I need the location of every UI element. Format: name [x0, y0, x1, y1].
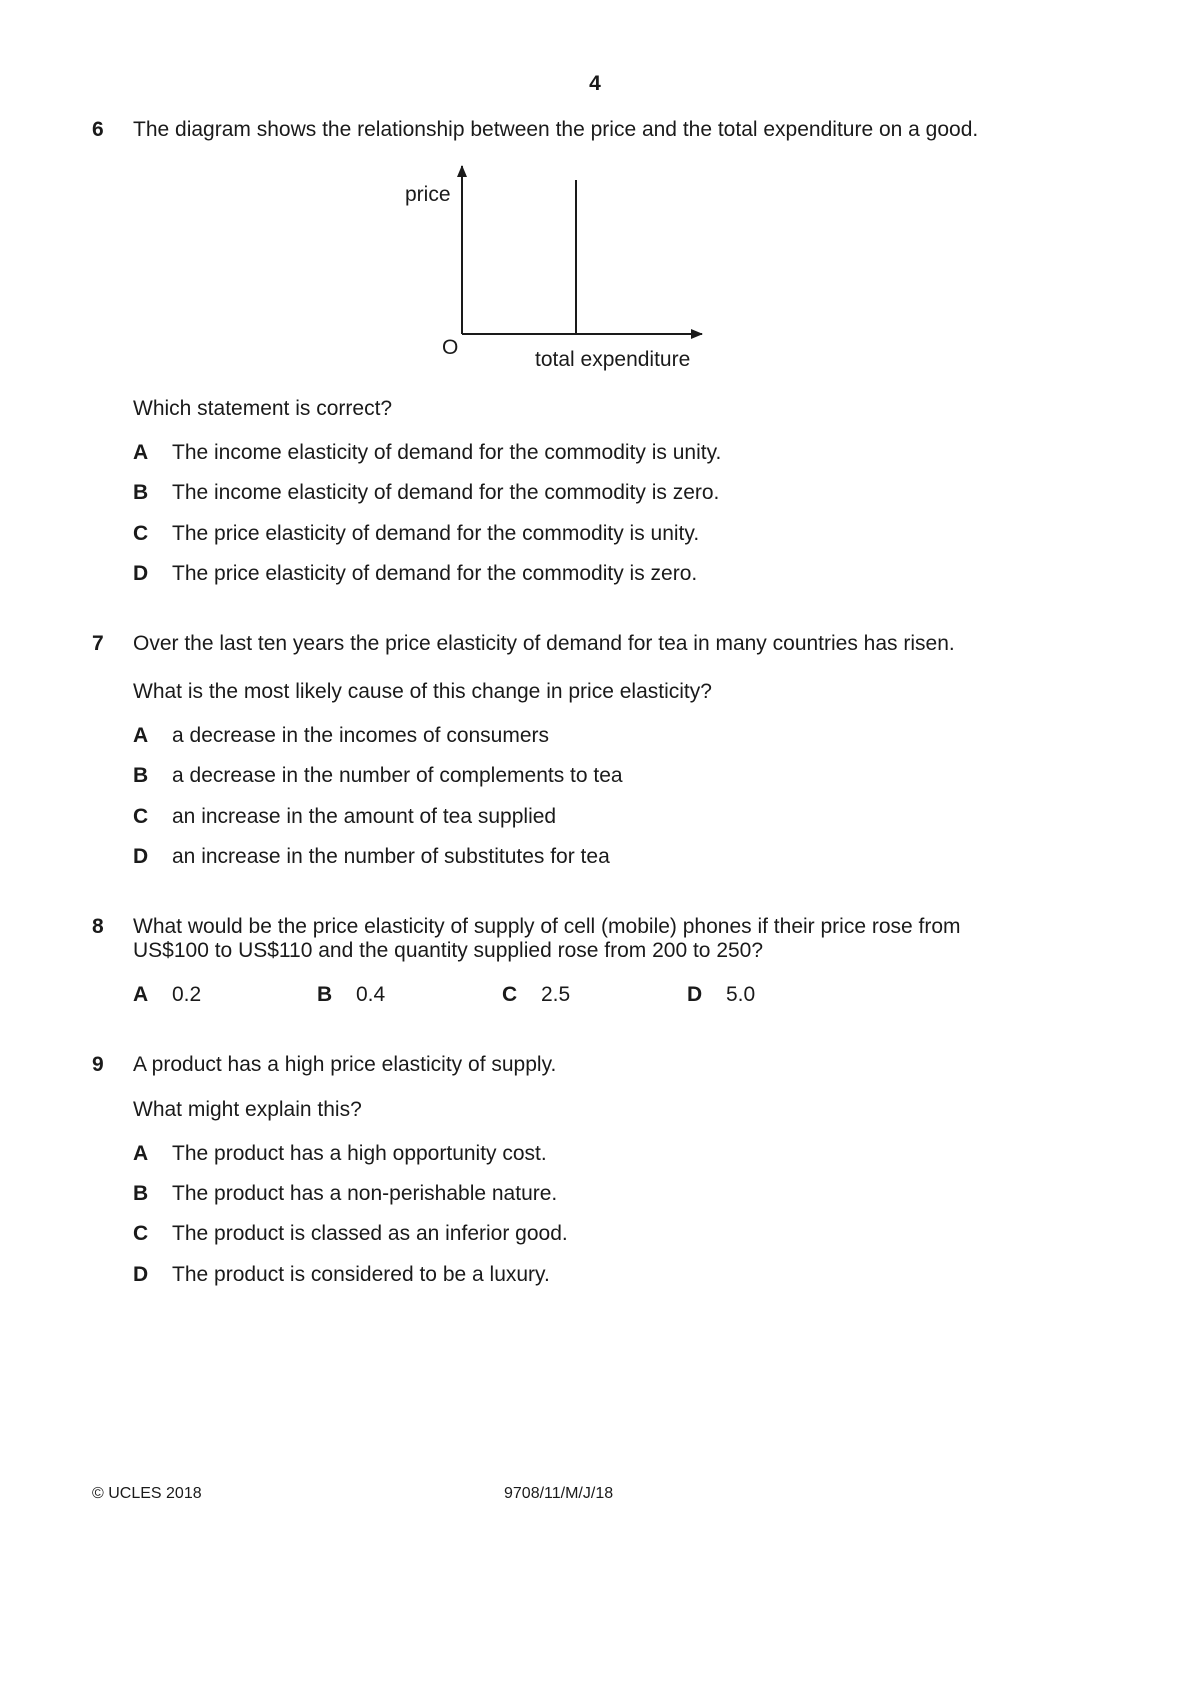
question-7-number: 7 — [92, 632, 104, 655]
question-6-option-a-letter: A — [133, 441, 149, 464]
page-number: 4 — [589, 72, 601, 95]
question-7-option-a-letter: A — [133, 724, 149, 747]
question-6-stem: The diagram shows the relationship between the price and the total expenditure on a good. — [133, 118, 979, 141]
origin-label: O — [442, 336, 459, 359]
question-9-option-c-text: The product is classed as an inferior good. — [172, 1222, 568, 1245]
question-9-option-b-letter: B — [133, 1182, 149, 1205]
question-9-option-c-letter: C — [133, 1222, 149, 1245]
question-9-prompt: What might explain this? — [133, 1098, 362, 1121]
question-7-option-d-text: an increase in the number of substitutes for tea — [172, 845, 610, 868]
question-9-option-d-text: The product is considered to be a luxury. — [172, 1263, 550, 1286]
question-9-option-a-text: The product has a high opportunity cost. — [172, 1142, 547, 1165]
question-8-number: 8 — [92, 915, 104, 938]
question-7-option-d-letter: D — [133, 845, 149, 868]
question-6-option-c-text: The price elasticity of demand for the commodity is unity. — [172, 522, 700, 545]
question-6-option-d-text: The price elasticity of demand for the commodity is zero. — [172, 562, 698, 585]
price-axis-label: price — [405, 183, 451, 206]
question-6-option-a-text: The income elasticity of demand for the commodity is unity. — [172, 441, 722, 464]
question-7-option-c-letter: C — [133, 805, 149, 828]
question-9-option-b-text: The product has a non-perishable nature. — [172, 1182, 558, 1205]
question-7-stem: Over the last ten years the price elasticity of demand for tea in many countries has risen. — [133, 632, 955, 655]
question-6-option-b-text: The income elasticity of demand for the commodity is zero. — [172, 481, 720, 504]
question-7-option-a-text: a decrease in the incomes of consumers — [172, 724, 550, 747]
question-7-prompt: What is the most likely cause of this change in price elasticity? — [133, 680, 712, 703]
question-8-option-d-letter: D — [687, 983, 703, 1006]
question-9-stem: A product has a high price elasticity of supply. — [133, 1053, 557, 1076]
footer-paper-code: 9708/11/M/J/18 — [504, 1485, 614, 1502]
question-7-option-b-text: a decrease in the number of complements to tea — [172, 764, 623, 787]
footer-copyright: © UCLES 2018 — [92, 1485, 202, 1502]
question-9-number: 9 — [92, 1053, 104, 1076]
question-6-prompt: Which statement is correct? — [133, 397, 393, 420]
question-8-option-b-letter: B — [317, 983, 333, 1006]
question-6-option-d-letter: D — [133, 562, 149, 585]
question-8-option-d-text: 5.0 — [726, 983, 756, 1006]
question-8-stem-line-1: What would be the price elasticity of supply of cell (mobile) phones if their price rose from — [133, 915, 961, 938]
question-7-option-b-letter: B — [133, 764, 149, 787]
question-8-stem-line-2: US$100 to US$110 and the quantity supplied rose from 200 to 250? — [133, 939, 764, 962]
question-7-option-c-text: an increase in the amount of tea supplied — [172, 805, 557, 828]
question-8-option-c-letter: C — [502, 983, 518, 1006]
question-8-option-b-text: 0.4 — [356, 983, 386, 1006]
question-9-option-a-letter: A — [133, 1142, 149, 1165]
question-8-option-a-text: 0.2 — [172, 983, 202, 1006]
question-9-option-d-letter: D — [133, 1263, 149, 1286]
total-expenditure-axis-label: total expenditure — [535, 348, 691, 371]
question-6-option-b-letter: B — [133, 481, 149, 504]
question-8-option-c-text: 2.5 — [541, 983, 571, 1006]
question-8-option-a-letter: A — [133, 983, 149, 1006]
question-6-option-c-letter: C — [133, 522, 149, 545]
question-6-number: 6 — [92, 118, 104, 141]
